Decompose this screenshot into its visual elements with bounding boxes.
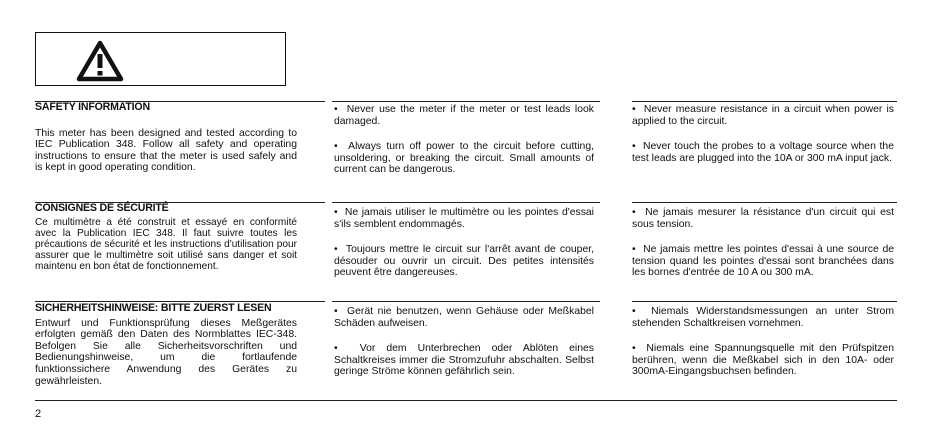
section-heading: SAFETY INFORMATION <box>35 101 150 113</box>
section-german-col3 <box>632 306 894 378</box>
rule-mid2-col3 <box>632 301 897 302</box>
section-french-col1 <box>35 203 297 273</box>
bullet-item: • Niemals Widerstandsmessungen an unter Strom stehenden Schaltkreisen vornehmen. <box>632 306 894 329</box>
bullet-item: • Gerät nie benutzen, wenn Gehäuse oder Meßkabel Schäden aufweisen. <box>334 306 594 329</box>
section-intro: This meter has been designed and tested according to IEC Publication 348. Follow all safety and operating instructions to ensure that the meter is used safely and is kept in good operating condition. <box>35 127 297 174</box>
page-number: 2 <box>35 408 42 420</box>
rule-mid1-col2 <box>332 202 600 203</box>
section-french-col2 <box>334 207 594 279</box>
bullet-item: • Ne jamais utiliser le multimètre ou les pointes d'essai s'ils semblent endommagés. <box>334 207 594 230</box>
rule-bottom <box>35 400 897 401</box>
rule-mid2-col2 <box>332 301 600 302</box>
rule-mid1-col3 <box>632 202 897 203</box>
section-english-col1 <box>35 102 297 174</box>
rule-top-col3 <box>632 101 897 102</box>
section-german-col2 <box>334 306 594 378</box>
section-heading: SICHERHEITSHINWEISE: BITTE ZUERST LESEN <box>35 302 272 314</box>
bullet-item: • Never touch the probes to a voltage source when the test leads are plugged into the 10A or 300 mA input jack. <box>632 141 894 164</box>
section-french-col3 <box>632 207 894 279</box>
bullet-item: • Ne jamais mesurer la résistance d'un circuit qui est sous tension. <box>632 207 894 230</box>
section-heading: CONSIGNES DE SÉCURITÉ <box>35 202 169 214</box>
bullet-item: • Toujours mettre le circuit sur l'arrêt avant de couper, désouder ou ouvrir un circuit. Des petites intensités peuvent être dangereuses. <box>334 244 594 279</box>
bullet-item: • Vor dem Unterbrechen oder Ablöten eines Schaltkreises immer die Stromzufuhr abschalten. Selbst geringe Ströme können gefährlich sein. <box>334 343 594 378</box>
warning-triangle-icon <box>76 40 124 82</box>
section-german-col1 <box>35 303 297 387</box>
bullet-item: • Niemals eine Spannungsquelle mit den Prüfspitzen berühren, wenn die Meßkabel sich in den 10A- oder 300mA-Eingangsbuchsen befinden. <box>632 343 894 378</box>
section-intro: Entwurf und Funktionsprüfung dieses Meßgerätes erfolgten gemäß den Daten des Normblattes IEC-348. Befolgen Sie alle Sicherheitsvorschriften und Bedienungshinweise, um die fortlaufende funktionssichere Anwendung des Gerätes zu gewährleisten. <box>35 317 297 387</box>
bullet-item: • Ne jamais mettre les pointes d'essai à une source de tension quand les pointes d'essai sont branchées dans les bornes d'entrée de 10 A ou 300 mA. <box>632 244 895 279</box>
rule-top-col2 <box>332 101 600 102</box>
section-english-col2 <box>334 104 594 176</box>
bullet-item: • Never use the meter if the meter or test leads look damaged. <box>334 104 594 127</box>
bullet-item: • Always turn off power to the circuit before cutting, unsoldering, or breaking the circuit. Small amounts of current can be dangerous. <box>334 141 594 176</box>
section-intro: Ce multimètre a été construit et essayé en conformité avec la Publication IEC 348. Il faut suivre toutes les précautions de sécurité et les instructions d'utilisation pour assurer que le multimètre soit utilisé sans danger et soit maintenu en bon état de fonctionnement. <box>35 216 297 273</box>
bullet-item: • Never measure resistance in a circuit when power is applied to the circuit. <box>632 104 894 127</box>
warning-box <box>35 32 286 86</box>
section-english-col3 <box>632 104 894 164</box>
